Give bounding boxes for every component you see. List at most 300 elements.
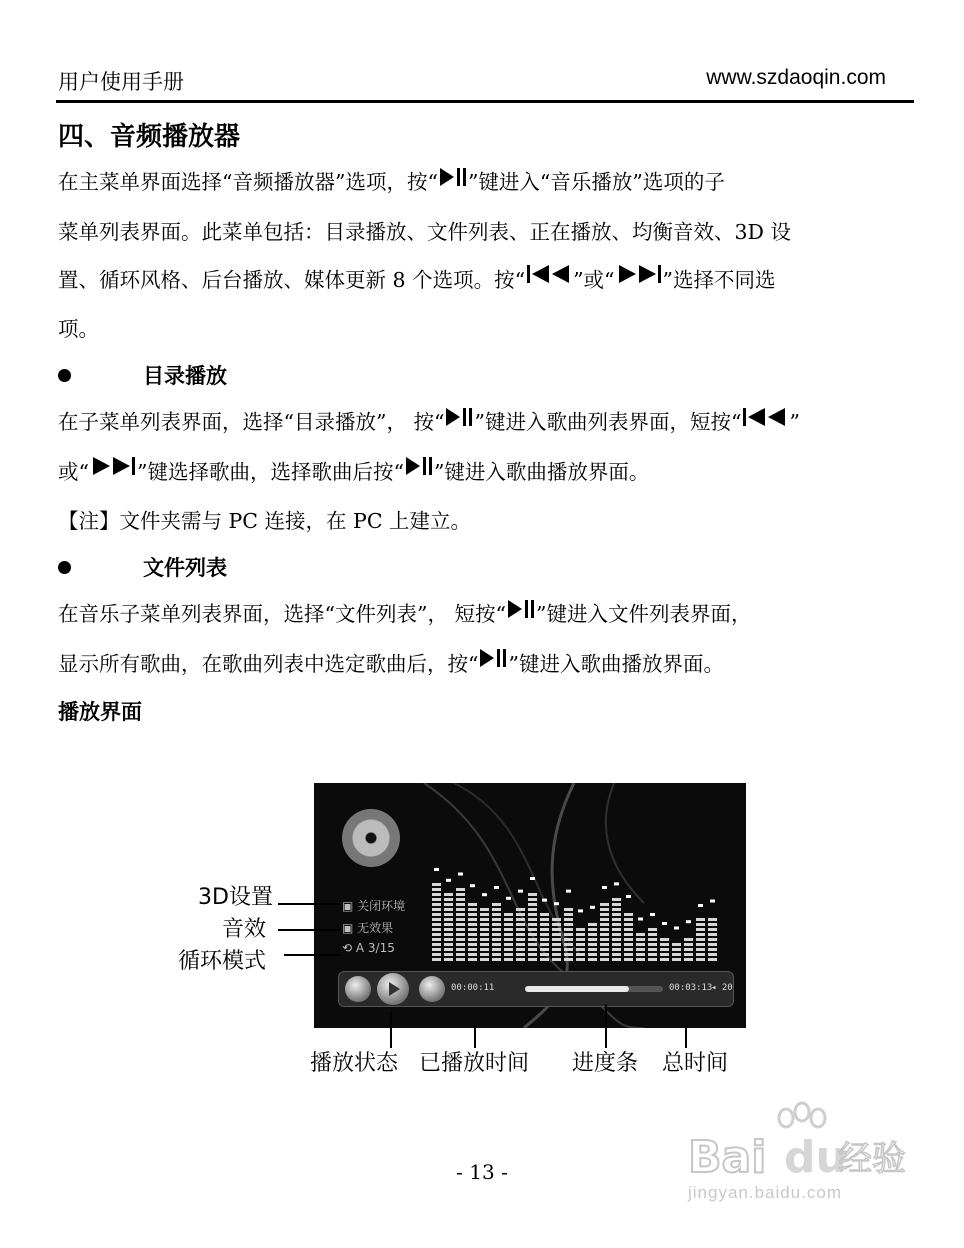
watermark-brand2: du (784, 1132, 847, 1178)
spectrum-segment (456, 888, 465, 891)
spectrum-segment (576, 928, 585, 931)
spectrum-segment (600, 943, 609, 946)
eq-icon: ▣ (342, 921, 358, 935)
spectrum-segment (696, 953, 705, 956)
spectrum-segment (600, 948, 609, 951)
spectrum-segment (684, 958, 693, 961)
spectrum-segment (564, 928, 573, 931)
spectrum-segment (504, 958, 513, 961)
spectrum-segment (576, 943, 585, 946)
play-pause-icon (506, 589, 536, 637)
spectrum-segment (648, 928, 657, 931)
bullet-title: 目录播放 (143, 364, 227, 388)
spectrum-segment (612, 908, 621, 911)
spectrum-segment (648, 958, 657, 961)
spectrum-segment (540, 913, 549, 916)
spectrum-segment (600, 958, 609, 961)
spectrum-segment (612, 958, 621, 961)
spectrum-segment (612, 903, 621, 906)
spectrum-segment (432, 943, 441, 946)
spectrum-segment (444, 953, 453, 956)
spectrum-segment (456, 923, 465, 926)
spectrum-segment (660, 943, 669, 946)
spectrum-segment (588, 943, 597, 946)
spectrum-segment (516, 958, 525, 961)
loop-value: A 3/15 (355, 941, 395, 955)
intro-line-1 (58, 158, 908, 208)
spectrum-segment (612, 923, 621, 926)
spectrum-segment (444, 928, 453, 931)
spectrum-segment (480, 958, 489, 961)
spectrum-segment (456, 908, 465, 911)
cd-disc-icon (342, 809, 400, 867)
spectrum-segment (564, 908, 573, 911)
spectrum-segment (540, 958, 549, 961)
spectrum-peak (650, 913, 655, 916)
spectrum-segment (660, 953, 669, 956)
spectrum-segment (468, 923, 477, 926)
prev-button[interactable] (345, 976, 371, 1002)
player-screenshot (314, 783, 746, 1028)
intro-text-1a: 在主菜单界面选择“音频播放器”选项，按“ (58, 170, 438, 194)
spectrum-segment (456, 903, 465, 906)
spectrum-segment (696, 928, 705, 931)
spectrum-segment (468, 933, 477, 936)
spectrum-segment (444, 943, 453, 946)
spectrum-segment (432, 938, 441, 941)
spectrum-segment (444, 923, 453, 926)
spectrum-segment (576, 938, 585, 941)
sound-mode-row (342, 897, 405, 914)
speaker-icon: ◂ (711, 983, 722, 993)
spectrum-segment (648, 943, 657, 946)
spectrum-segment (696, 958, 705, 961)
spectrum-segment (492, 908, 501, 911)
spectrum-segment (540, 928, 549, 931)
dir-text-1c: ” (789, 410, 800, 434)
spectrum-segment (648, 938, 657, 941)
spectrum-segment (564, 953, 573, 956)
spectrum-peak (446, 879, 451, 882)
spectrum-peak (638, 918, 643, 921)
spectrum-segment (528, 928, 537, 931)
spectrum-peak (614, 882, 619, 885)
spectrum-segment (468, 958, 477, 961)
spectrum-segment (672, 948, 681, 951)
spectrum-peak (482, 893, 487, 896)
spectrum-segment (468, 913, 477, 916)
spectrum-segment (444, 893, 453, 896)
spectrum-peak (698, 904, 703, 907)
spectrum-segment (504, 923, 513, 926)
file-text-1a: 在音乐子菜单列表界面，选择“文件列表”， 短按“ (58, 602, 506, 626)
intro-text-1b: ”键进入“音乐播放”选项的子 (467, 170, 725, 194)
progress-fill (525, 986, 629, 992)
spectrum-segment (444, 908, 453, 911)
volume-value: 20 (721, 983, 733, 993)
spectrum-segment (552, 938, 561, 941)
spectrum-segment (444, 903, 453, 906)
spectrum-segment (492, 948, 501, 951)
bullet-directory-play (58, 360, 227, 390)
spectrum-segment (612, 913, 621, 916)
spectrum-segment (564, 913, 573, 916)
spectrum-segment (528, 913, 537, 916)
spectrum-segment (612, 938, 621, 941)
progress-bar[interactable] (525, 986, 663, 992)
spectrum-segment (576, 933, 585, 936)
spectrum-segment (468, 908, 477, 911)
playback-interface-heading: 播放界面 (58, 700, 142, 724)
play-pause-icon (478, 638, 508, 686)
spectrum-bars (432, 853, 732, 963)
file-text-1b: ”键进入文件列表界面， (535, 602, 752, 626)
spectrum-segment (492, 958, 501, 961)
spectrum-segment (504, 918, 513, 921)
dir-text-2b: ”键选择歌曲，选择歌曲后按“ (136, 459, 404, 484)
next-icon (89, 446, 137, 494)
dir-text-2a: 或“ (58, 459, 89, 484)
spectrum-segment (480, 953, 489, 956)
callout-play-status: 播放状态 (310, 1051, 399, 1076)
spectrum-segment (696, 918, 705, 921)
total-time: 00:03:13 (669, 983, 713, 993)
spectrum-segment (696, 948, 705, 951)
spectrum-segment (492, 918, 501, 921)
spectrum-segment (648, 948, 657, 951)
spectrum-segment (504, 943, 513, 946)
spectrum-segment (432, 893, 441, 896)
loop-icon: ⟲ (342, 941, 356, 955)
spectrum-segment (600, 928, 609, 931)
spectrum-segment (516, 928, 525, 931)
spectrum-segment (636, 958, 645, 961)
spectrum-segment (696, 938, 705, 941)
file-line-1 (58, 590, 908, 640)
spectrum-segment (600, 938, 609, 941)
dir-line-1 (58, 398, 908, 448)
spectrum-segment (540, 933, 549, 936)
spectrum-segment (552, 943, 561, 946)
spectrum-segment (492, 913, 501, 916)
spectrum-segment (492, 933, 501, 936)
spectrum-segment (456, 948, 465, 951)
spectrum-segment (696, 933, 705, 936)
spectrum-segment (480, 923, 489, 926)
spectrum-segment (456, 938, 465, 941)
spectrum-segment (432, 958, 441, 961)
spectrum-segment (456, 958, 465, 961)
spectrum-segment (480, 908, 489, 911)
spectrum-peak (434, 868, 439, 871)
spectrum-segment (468, 938, 477, 941)
spectrum-segment (624, 923, 633, 926)
spectrum-segment (480, 938, 489, 941)
spectrum-segment (456, 928, 465, 931)
spectrum-segment (468, 918, 477, 921)
spectrum-peak (494, 886, 499, 889)
spectrum-segment (432, 953, 441, 956)
section-title: 四、音频播放器 (58, 122, 241, 152)
spectrum-segment (564, 923, 573, 926)
spectrum-segment (660, 958, 669, 961)
spectrum-segment (552, 928, 561, 931)
spectrum-segment (600, 913, 609, 916)
callout-total-time: 总时间 (662, 1051, 729, 1076)
spectrum-segment (528, 918, 537, 921)
next-icon (615, 254, 663, 302)
spectrum-segment (696, 923, 705, 926)
spectrum-segment (444, 938, 453, 941)
spectrum-segment (636, 943, 645, 946)
sound-mode-value: 关闭环境 (357, 899, 406, 913)
spectrum-segment (636, 948, 645, 951)
spectrum-segment (516, 908, 525, 911)
spectrum-segment (552, 953, 561, 956)
spectrum-segment (540, 953, 549, 956)
intro-line-2: 菜单列表界面。此菜单包括：目录播放、文件列表、正在播放、均衡音效、3D 设 (58, 219, 791, 244)
play-button[interactable] (377, 973, 409, 1005)
spectrum-segment (588, 933, 597, 936)
spectrum-segment (648, 953, 657, 956)
spectrum-segment (480, 948, 489, 951)
play-pause-icon (444, 397, 474, 445)
play-icon (377, 973, 409, 1005)
spectrum-segment (456, 953, 465, 956)
intro-text-3b: ”或“ (573, 267, 615, 292)
spectrum-segment (660, 938, 669, 941)
dir-text-1a: 在子菜单列表界面，选择“目录播放”， 按“ (58, 410, 445, 434)
spectrum-segment (528, 958, 537, 961)
spectrum-segment (456, 898, 465, 901)
spectrum-segment (480, 928, 489, 931)
spectrum-segment (708, 938, 717, 941)
spectrum-segment (504, 948, 513, 951)
callout-progress-bar: 进度条 (572, 1051, 639, 1076)
spectrum-segment (552, 948, 561, 951)
spectrum-segment (444, 933, 453, 936)
eq-value: 无效果 (357, 921, 394, 935)
bullet-title: 文件列表 (143, 556, 227, 580)
spectrum-segment (552, 933, 561, 936)
spectrum-segment (624, 913, 633, 916)
spectrum-segment (684, 948, 693, 951)
intro-line-3 (58, 256, 908, 306)
spectrum-segment (600, 903, 609, 906)
paw-logo-icon (688, 1098, 908, 1178)
spectrum-peak (530, 877, 535, 880)
spectrum-segment (588, 928, 597, 931)
spectrum-segment (612, 943, 621, 946)
dir-text-1b: ”键进入歌曲列表界面，短按“ (474, 410, 742, 434)
play-pause-icon (404, 446, 434, 494)
spectrum-segment (612, 933, 621, 936)
spectrum-segment (600, 953, 609, 956)
play-pause-icon (438, 157, 468, 205)
spectrum-segment (696, 943, 705, 946)
previous-icon (525, 254, 573, 302)
spectrum-peak (566, 890, 571, 893)
spectrum-segment (708, 958, 717, 961)
spectrum-segment (708, 918, 717, 921)
spectrum-segment (516, 948, 525, 951)
callout-3d-setting: 3D设置 (198, 885, 273, 910)
spectrum-segment (624, 953, 633, 956)
next-button[interactable] (419, 976, 445, 1002)
spectrum-segment (456, 893, 465, 896)
spectrum-segment (480, 918, 489, 921)
spectrum-segment (456, 918, 465, 921)
spectrum-segment (612, 928, 621, 931)
spectrum-segment (552, 918, 561, 921)
spectrum-segment (672, 953, 681, 956)
spectrum-segment (492, 953, 501, 956)
spectrum-segment (492, 938, 501, 941)
directory-play-paragraph (58, 398, 908, 545)
surround-icon: ▣ (342, 899, 358, 913)
spectrum-segment (528, 908, 537, 911)
intro-text-3c: ”选择不同选 (662, 267, 776, 292)
spectrum-segment (528, 898, 537, 901)
spectrum-segment (432, 883, 441, 886)
spectrum-segment (672, 943, 681, 946)
spectrum-segment (624, 958, 633, 961)
spectrum-segment (468, 903, 477, 906)
header-manual-title: 用户使用手册 (58, 70, 184, 94)
dir-line-2 (58, 448, 908, 498)
spectrum-segment (468, 948, 477, 951)
spectrum-segment (624, 928, 633, 931)
spectrum-segment (492, 928, 501, 931)
page-number: - 13 - (456, 1160, 508, 1184)
spectrum-segment (540, 943, 549, 946)
spectrum-segment (600, 918, 609, 921)
spectrum-segment (528, 933, 537, 936)
spectrum-segment (492, 903, 501, 906)
spectrum-segment (444, 948, 453, 951)
spectrum-segment (564, 938, 573, 941)
spectrum-segment (540, 948, 549, 951)
bullet-file-list (58, 552, 227, 582)
watermark-brand: Bai (688, 1132, 767, 1178)
callout-sound-effect: 音效 (222, 917, 267, 942)
spectrum-segment (672, 958, 681, 961)
spectrum-peak (578, 909, 583, 912)
spectrum-segment (624, 948, 633, 951)
spectrum-segment (516, 918, 525, 921)
file-text-2b: ”键进入歌曲播放界面。 (508, 651, 724, 676)
spectrum-segment (504, 938, 513, 941)
file-line-2 (58, 640, 908, 690)
intro-paragraph (58, 158, 908, 353)
spectrum-peak (602, 886, 607, 889)
spectrum-segment (528, 948, 537, 951)
spectrum-segment (588, 938, 597, 941)
spectrum-segment (432, 918, 441, 921)
spectrum-segment (432, 903, 441, 906)
spectrum-segment (588, 958, 597, 961)
spectrum-segment (444, 918, 453, 921)
spectrum-segment (708, 933, 717, 936)
spectrum-segment (432, 933, 441, 936)
spectrum-segment (504, 933, 513, 936)
spectrum-segment (576, 948, 585, 951)
spectrum-segment (540, 918, 549, 921)
spectrum-segment (564, 943, 573, 946)
spectrum-segment (588, 948, 597, 951)
header-website: www.szdaoqin.com (706, 66, 886, 89)
spectrum-segment (600, 923, 609, 926)
spectrum-segment (576, 958, 585, 961)
spectrum-segment (684, 953, 693, 956)
spectrum-segment (456, 933, 465, 936)
spectrum-segment (636, 938, 645, 941)
spectrum-peak (662, 922, 667, 925)
file-list-paragraph (58, 590, 908, 689)
dir-note: 【注】文件夹需与 PC 连接，在 PC 上建立。 (58, 509, 472, 533)
spectrum-segment (540, 923, 549, 926)
spectrum-segment (504, 928, 513, 931)
spectrum-segment (468, 928, 477, 931)
spectrum-segment (528, 923, 537, 926)
spectrum-peak (626, 895, 631, 898)
spectrum-segment (624, 918, 633, 921)
spectrum-segment (504, 913, 513, 916)
dir-text-2c: ”键进入歌曲播放界面。 (433, 459, 650, 484)
spectrum-segment (588, 953, 597, 956)
spectrum-segment (492, 923, 501, 926)
spectrum-segment (648, 933, 657, 936)
bullet-dot (58, 369, 71, 382)
eq-row (342, 919, 393, 936)
spectrum-peak (590, 906, 595, 909)
spectrum-segment (612, 953, 621, 956)
spectrum-segment (492, 943, 501, 946)
spectrum-peak (518, 890, 523, 893)
spectrum-segment (432, 948, 441, 951)
spectrum-segment (564, 958, 573, 961)
spectrum-peak (470, 884, 475, 887)
loop-row (342, 941, 395, 955)
spectrum-peak (710, 900, 715, 903)
elapsed-time: 00:00:11 (451, 983, 495, 993)
spectrum-segment (444, 958, 453, 961)
spectrum-segment (636, 933, 645, 936)
spectrum-segment (612, 898, 621, 901)
previous-icon (741, 397, 789, 445)
spectrum-segment (456, 913, 465, 916)
spectrum-segment (708, 953, 717, 956)
spectrum-segment (576, 953, 585, 956)
spectrum-segment (708, 923, 717, 926)
spectrum-segment (456, 943, 465, 946)
spectrum-segment (516, 913, 525, 916)
spectrum-segment (624, 938, 633, 941)
spectrum-peak (686, 920, 691, 923)
spectrum-segment (600, 933, 609, 936)
spectrum-segment (444, 913, 453, 916)
spectrum-segment (432, 913, 441, 916)
spectrum-segment (528, 938, 537, 941)
spectrum-segment (708, 928, 717, 931)
spectrum-segment (624, 933, 633, 936)
bullet-dot (58, 561, 71, 574)
spectrum-segment (660, 948, 669, 951)
callout-elapsed-time: 已播放时间 (419, 1051, 530, 1076)
spectrum-segment (612, 948, 621, 951)
spectrum-segment (516, 923, 525, 926)
spectrum-segment (552, 923, 561, 926)
